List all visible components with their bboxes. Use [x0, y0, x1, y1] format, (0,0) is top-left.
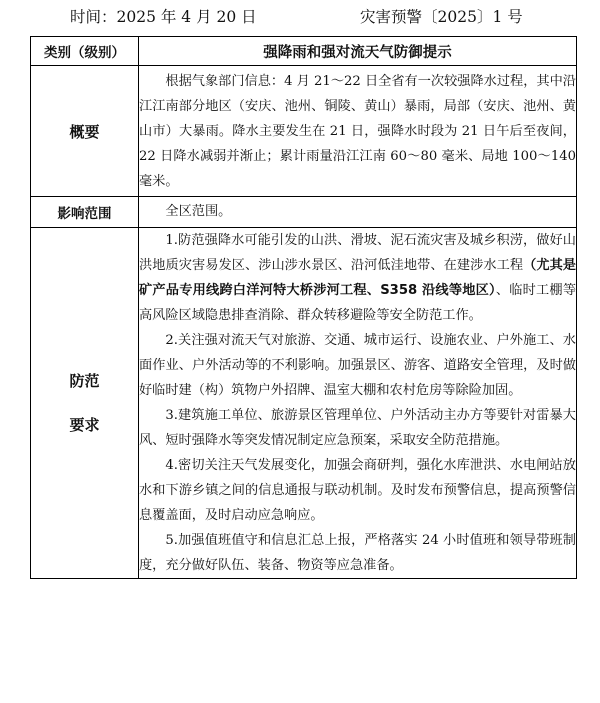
requirement-item-1-post: 、临时工棚等高风险区域隐患排查消除、群众转移避险等安全防范工作。: [139, 283, 577, 323]
requirement-item-2: 2.关注强对流天气对旅游、交通、城市运行、设施农业、户外施工、水面作业、户外活动等的不利影响。加强景区、游客、道路安全管理，及时做好临时建（构）筑物户外招牌、温室大棚和农村危房等除险加固。: [139, 333, 576, 398]
requirements-label-line2: 要求: [69, 416, 100, 434]
document-header: [0, 0, 600, 34]
requirement-item-3: 3.建筑施工单位、旅游景区管理单位、户外活动主办方等要针对雷暴大风、短时强降水等突发情况制定应急预案，采取安全防范措施。: [139, 408, 576, 448]
table-title: 强降雨和强对流天气防御提示: [139, 37, 577, 66]
overview-text: 根据气象部门信息：4 月 21～22 日全省有一次较强降水过程，其中沿江江南部分地区（安庆、池州、铜陵、黄山）暴雨，局部（安庆、池州、黄山市）大暴雨。降水主要发生在 21 日，强降水时段为 21 日午后至夜间，22 日降水减弱并渐止；累计雨量沿江江南 60～80 毫米、局地 100～140 毫米。: [139, 73, 576, 189]
impact-content: 全区范围。: [139, 197, 577, 228]
overview-content: [139, 66, 577, 197]
table-header-row: [31, 37, 577, 66]
issue-date: 时间：2025 年 4 月 20 日: [70, 8, 257, 26]
requirements-content: [139, 228, 577, 579]
requirement-item-1-pre: 1.防范强降水可能引发的山洪、滑坡、泥石流灾害及城乡积涝，做好山洪地质灾害易发区、涉山涉水景区、沿河低洼地带、在建涉水工程: [139, 233, 576, 273]
category-header: 类别（级别）: [31, 37, 139, 66]
overview-row: [31, 66, 577, 197]
impact-label: 影响范围: [31, 197, 139, 228]
requirement-item-1-highlight: （尤其是矿产品专用线跨白洋河特大桥涉河工程、S358 沿线等地区）: [139, 258, 576, 298]
requirement-item-4: 4.密切关注天气发展变化，加强会商研判，强化水库泄洪、水电闸站放水和下游乡镇之间的信息通报与联动机制。及时发布预警信息，提高预警信息覆盖面，及时启动应急响应。: [139, 458, 576, 523]
requirements-label-line1: 防范: [69, 372, 100, 390]
impact-row: [31, 197, 577, 228]
requirements-label: [31, 228, 139, 579]
requirement-item-5: 5.加强值班值守和信息汇总上报，严格落实 24 小时值班和领导带班制度，充分做好队伍、装备、物资等应急准备。: [139, 533, 576, 573]
requirement-item-1: [139, 228, 576, 328]
overview-label: 概要: [31, 66, 139, 197]
warning-number: 灾害预警〔2025〕1 号: [360, 8, 523, 26]
requirements-row: [31, 228, 577, 579]
warning-table: [30, 36, 577, 579]
